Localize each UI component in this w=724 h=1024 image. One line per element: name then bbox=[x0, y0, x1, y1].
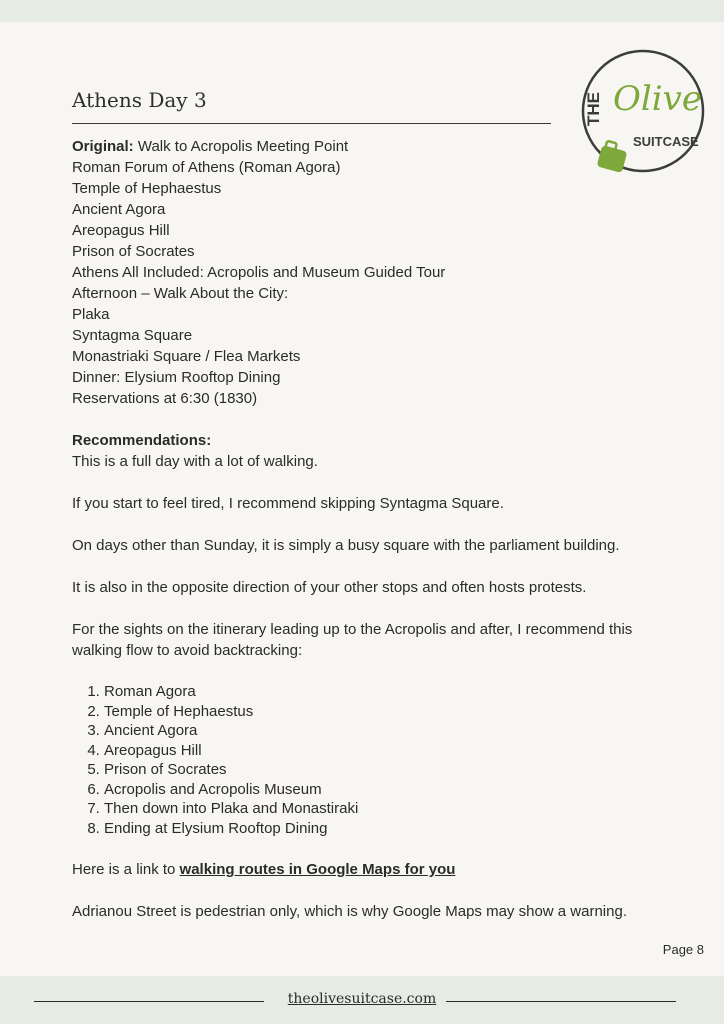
recommendation-paragraph: It is also in the opposite direction of your other stops and often hosts protests. bbox=[72, 579, 587, 596]
recommendations-heading: Recommendations: bbox=[72, 432, 212, 449]
itinerary-item: Areopagus Hill bbox=[72, 222, 170, 239]
list-item: 2. Temple of Hephaestus bbox=[104, 702, 662, 722]
itinerary-content bbox=[72, 136, 662, 922]
svg-text:Olive: Olive bbox=[613, 79, 702, 119]
itinerary-item: Syntagma Square bbox=[72, 327, 193, 344]
itinerary-item: Roman Forum of Athens (Roman Agora) bbox=[72, 159, 341, 176]
website-link[interactable]: theolivesuitcase.com bbox=[287, 991, 437, 1007]
itinerary-item: Ancient Agora bbox=[72, 201, 166, 218]
list-item: 5. Prison of Socrates bbox=[104, 760, 662, 780]
recommendation-paragraph: For the sights on the itinerary leading up to the Acropolis and after, I recommend this walking flow to avoid backtracking: bbox=[72, 621, 633, 659]
footer bbox=[0, 976, 724, 1024]
svg-text:THE: THE bbox=[584, 92, 603, 126]
original-line: Original: Walk to Acropolis Meeting Point bbox=[72, 138, 349, 155]
recommendation-paragraph: Adrianou Street is pedestrian only, which is why Google Maps may show a warning. bbox=[72, 903, 627, 920]
list-item: 6. Acropolis and Acropolis Museum bbox=[104, 780, 662, 800]
itinerary-item: Temple of Hephaestus bbox=[72, 180, 222, 197]
list-item: 4. Areopagus Hill bbox=[104, 741, 662, 761]
recommendation-paragraph: On days other than Sunday, it is simply a busy square with the parliament building. bbox=[72, 537, 620, 554]
page-number: Page 8 bbox=[662, 942, 704, 957]
document-page bbox=[0, 22, 724, 976]
itinerary-item: Athens All Included: Acropolis and Museum Guided Tour bbox=[72, 264, 446, 281]
link-paragraph: Here is a link to walking routes in Google Maps for you bbox=[72, 861, 456, 878]
title-divider bbox=[72, 123, 551, 124]
page-title: Athens Day 3 bbox=[72, 88, 207, 112]
list-item: 3. Ancient Agora bbox=[104, 721, 662, 741]
google-maps-walking-routes-link[interactable]: walking routes in Google Maps for you bbox=[179, 861, 456, 878]
list-item: 8. Ending at Elysium Rooftop Dining bbox=[104, 819, 662, 839]
list-item: 7. Then down into Plaka and Monastiraki bbox=[104, 799, 662, 819]
itinerary-item: Reservations at 6:30 (1830) bbox=[72, 390, 258, 407]
itinerary-item: Dinner: Elysium Rooftop Dining bbox=[72, 369, 281, 386]
recommendation-paragraph: This is a full day with a lot of walking. bbox=[72, 453, 318, 470]
recommendation-paragraph: If you start to feel tired, I recommend skipping Syntagma Square. bbox=[72, 495, 504, 512]
svg-text:SUITCASE: SUITCASE bbox=[633, 134, 699, 149]
itinerary-item: Plaka bbox=[72, 306, 110, 323]
itinerary-item: Monastriaki Square / Flea Markets bbox=[72, 348, 301, 365]
walking-flow-list bbox=[72, 682, 662, 838]
itinerary-item: Afternoon – Walk About the City: bbox=[72, 285, 289, 302]
itinerary-item: Prison of Socrates bbox=[72, 243, 195, 260]
list-item: 1. Roman Agora bbox=[104, 682, 662, 702]
